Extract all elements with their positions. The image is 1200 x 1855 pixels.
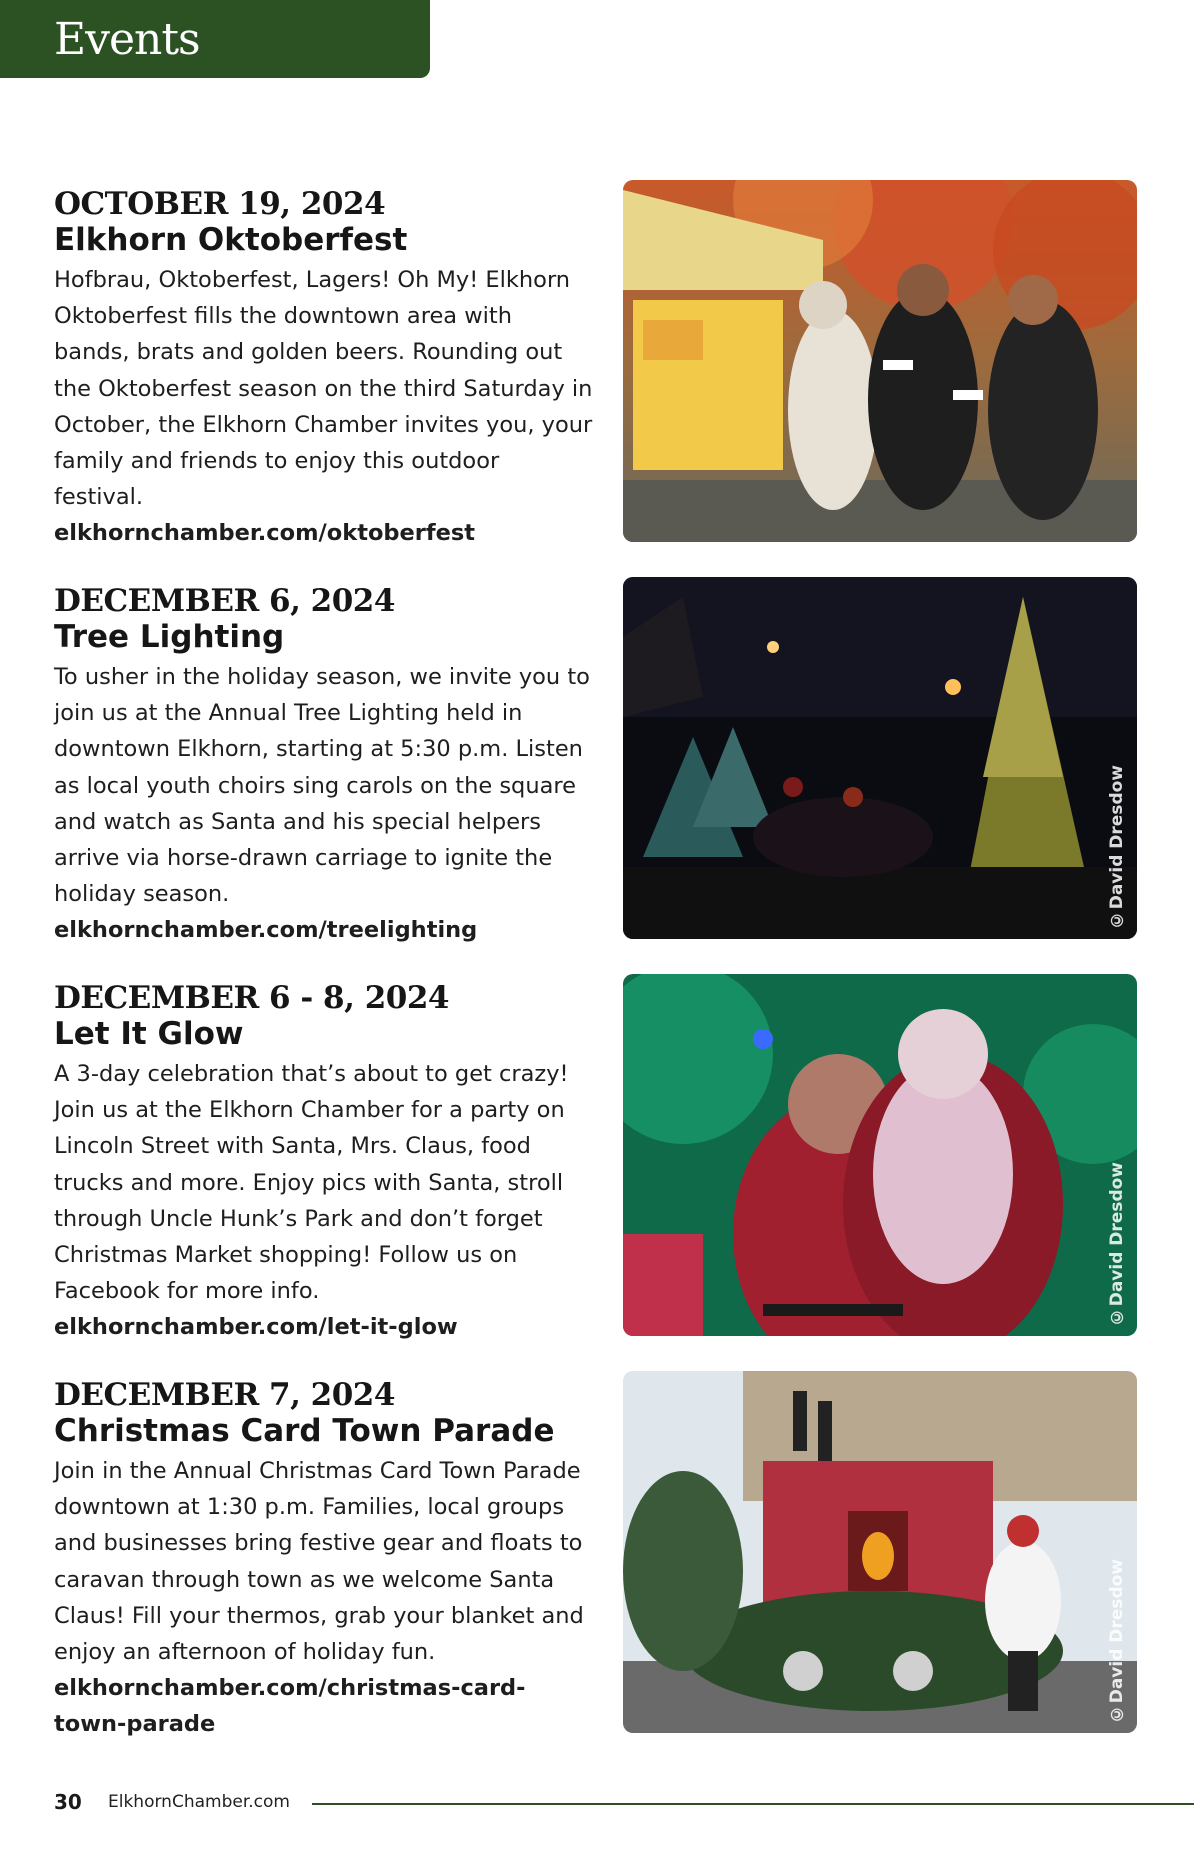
- event-christmas-parade: [54, 1377, 594, 1743]
- event-title: Christmas Card Town Parade: [54, 1413, 555, 1449]
- photo-tree-lighting: [623, 577, 1137, 939]
- photo-christmas-parade: [623, 1371, 1137, 1733]
- event-description-text: To usher in the holiday season, we invite you to join us at the Annual Tree Lighting held in downtown Elkhorn, starting at 5:30 p.m. Listen as local youth choirs sing carols on the square and watch as Santa and his special helpers arrive via horse-drawn carriage to ignite the holiday season.: [54, 664, 590, 908]
- event-title: Tree Lighting: [54, 619, 285, 655]
- tree-lighting-photo-illustration: [623, 577, 1137, 939]
- event-description: [54, 1453, 594, 1743]
- christmas-parade-photo-illustration: [623, 1371, 1137, 1733]
- footer-rule: [312, 1803, 1194, 1805]
- let-it-glow-photo-illustration: [623, 974, 1137, 1336]
- event-date: OCTOBER 19, 2024: [54, 186, 386, 222]
- event-title: Let It Glow: [54, 1016, 244, 1052]
- footer-site[interactable]: ElkhornChamber.com: [108, 1792, 290, 1812]
- page-footer: [54, 1788, 1194, 1818]
- event-description-text: Hofbrau, Oktoberfest, Lagers! Oh My! Elkhorn Oktoberfest fills the downtown area with bands, brats and golden beers. Rounding out the Oktoberfest season on the third Saturday in October, the Elkhorn Chamber invites you, your family and friends to enjoy this outdoor festival.: [54, 267, 593, 511]
- event-description-text: A 3-day celebration that’s about to get crazy! Join us at the Elkhorn Chamber for a party on Lincoln Street with Santa, Mrs. Claus, food trucks and more. Enjoy pics with Santa, stroll through Uncle Hunk’s Park and don’t forget Christmas Market shopping! Follow us on Facebook for more info.: [54, 1061, 569, 1305]
- event-link[interactable]: elkhornchamber.com/treelighting: [54, 917, 478, 944]
- oktoberfest-photo-illustration: [623, 180, 1137, 542]
- event-date: DECEMBER 6, 2024: [54, 583, 395, 619]
- event-description: [54, 1056, 594, 1346]
- photo-credit: ©David Dresdow: [1107, 764, 1127, 929]
- event-description: [54, 659, 594, 949]
- event-link[interactable]: elkhornchamber.com/christmas-card-town-parade: [54, 1675, 526, 1738]
- event-date: DECEMBER 6 - 8, 2024: [54, 980, 449, 1016]
- event-title: Elkhorn Oktoberfest: [54, 222, 408, 258]
- photo-credit: ©David Dresdow: [1107, 1161, 1127, 1326]
- event-date: DECEMBER 7, 2024: [54, 1377, 395, 1413]
- event-link[interactable]: elkhornchamber.com/oktoberfest: [54, 520, 476, 547]
- event-link[interactable]: elkhornchamber.com/let-it-glow: [54, 1314, 458, 1341]
- event-description: [54, 262, 594, 552]
- event-oktoberfest: [54, 186, 594, 552]
- event-let-it-glow: [54, 980, 594, 1346]
- event-description-text: Join in the Annual Christmas Card Town Parade downtown at 1:30 p.m. Families, local groups and businesses bring festive gear and floats to caravan through town as we welcome Santa Claus! Fill your thermos, grab your blanket and enjoy an afternoon of holiday fun.: [54, 1458, 584, 1666]
- photo-oktoberfest: [623, 180, 1137, 542]
- photo-credit: ©David Dresdow: [1107, 1558, 1127, 1723]
- section-title: Events: [54, 14, 200, 65]
- event-tree-lighting: [54, 583, 594, 949]
- section-header-tab: [0, 0, 430, 78]
- page-number: 30: [54, 1790, 82, 1814]
- photo-let-it-glow: [623, 974, 1137, 1336]
